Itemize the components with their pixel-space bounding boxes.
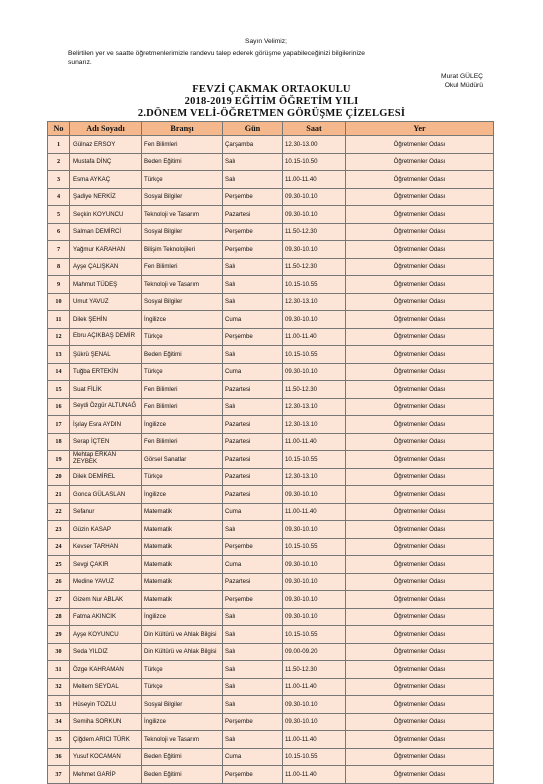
cell-place: Öğretmenler Odası [346, 223, 494, 241]
cell-place: Öğretmenler Odası [346, 661, 494, 679]
cell-day: Cuma [223, 748, 283, 766]
cell-time: 10.15-10.55 [283, 276, 346, 294]
cell-place: Öğretmenler Odası [346, 363, 494, 381]
cell-branch: Matematik [142, 521, 223, 539]
cell-place: Öğretmenler Odası [346, 381, 494, 399]
table-row [48, 276, 494, 294]
cell-name: Çiğdem ARICI TÜRK [70, 731, 142, 749]
cell-place: Öğretmenler Odası [346, 346, 494, 364]
cell-time: 10.15-10.55 [283, 626, 346, 644]
cell-day: Salı [223, 258, 283, 276]
cell-branch: Teknoloji ve Tasarım [142, 276, 223, 294]
cell-branch: Fen Bilimleri [142, 433, 223, 451]
cell-name: Mehmet GARİP [70, 766, 142, 784]
cell-time: 09.30-10.10 [283, 608, 346, 626]
cell-name: Mahmut TÜDEŞ [70, 276, 142, 294]
cell-no: 22 [48, 503, 70, 521]
cell-day: Salı [223, 521, 283, 539]
cell-branch: Beden Eğitimi [142, 748, 223, 766]
cell-branch: Beden Eğitimi [142, 346, 223, 364]
cell-name: Gonca GÜLASLAN [70, 486, 142, 504]
cell-no: 28 [48, 608, 70, 626]
cell-day: Salı [223, 608, 283, 626]
schedule-title: 2.DÖNEM VELİ-ÖĞRETMEN GÖRÜŞME ÇİZELGESİ [137, 108, 406, 119]
cell-time: 09.30-10.10 [283, 311, 346, 329]
table-row [48, 626, 494, 644]
cell-time: 11.50-12.30 [283, 661, 346, 679]
cell-no: 27 [48, 591, 70, 609]
cell-time: 09.30-10.10 [283, 206, 346, 224]
cell-time: 12.30-13.10 [283, 468, 346, 486]
cell-branch: Sosyal Bilgiler [142, 223, 223, 241]
cell-no: 6 [48, 223, 70, 241]
cell-no: 18 [48, 433, 70, 451]
cell-no: 33 [48, 696, 70, 714]
cell-no: 14 [48, 363, 70, 381]
cell-place: Öğretmenler Odası [346, 748, 494, 766]
cell-no: 20 [48, 468, 70, 486]
table-row [48, 258, 494, 276]
column-header-name: Adı Soyadı [70, 122, 142, 136]
cell-day: Salı [223, 398, 283, 416]
cell-name: Gülnaz ERSOY [70, 136, 142, 154]
cell-branch: Beden Eğitimi [142, 153, 223, 171]
cell-day: Salı [223, 276, 283, 294]
cell-branch: Matematik [142, 538, 223, 556]
cell-no: 31 [48, 661, 70, 679]
cell-branch: İngilizce [142, 486, 223, 504]
cell-place: Öğretmenler Odası [346, 206, 494, 224]
column-header-place: Yer [346, 122, 494, 136]
cell-day: Cuma [223, 503, 283, 521]
table-row [48, 398, 494, 416]
cell-place: Öğretmenler Odası [346, 713, 494, 731]
table-row [48, 346, 494, 364]
cell-time: 11.50-12.30 [283, 223, 346, 241]
cell-time: 10.15-10.55 [283, 538, 346, 556]
cell-place: Öğretmenler Odası [346, 188, 494, 206]
intro-text-line-2: sunarız. [68, 59, 92, 66]
cell-day: Pazartesi [223, 416, 283, 434]
cell-name: Mustafa DİNÇ [70, 153, 142, 171]
cell-name: Suat FİLİK [70, 381, 142, 399]
cell-name: Esma AYKAÇ [70, 171, 142, 189]
cell-no: 34 [48, 713, 70, 731]
table-row [48, 223, 494, 241]
cell-no: 7 [48, 241, 70, 259]
cell-time: 09.30-10.10 [283, 713, 346, 731]
cell-no: 36 [48, 748, 70, 766]
cell-place: Öğretmenler Odası [346, 451, 494, 469]
table-row [48, 416, 494, 434]
cell-time: 12.30-13.00 [283, 136, 346, 154]
cell-time: 11.00-11.40 [283, 503, 346, 521]
cell-no: 37 [48, 766, 70, 784]
cell-time: 09.30-10.10 [283, 188, 346, 206]
cell-branch: Fen Bilimleri [142, 136, 223, 154]
cell-name: Tuğba ERTEKİN [70, 363, 142, 381]
table-row [48, 643, 494, 661]
cell-day: Pazartesi [223, 468, 283, 486]
cell-day: Pazartesi [223, 433, 283, 451]
cell-branch: Türkçe [142, 328, 223, 346]
intro-text-line-1: Belirtilen yer ve saatte öğretmenlerimizle randevu talep ederek görüşme yapabileceğinizi bilgilerinize [68, 50, 366, 57]
cell-place: Öğretmenler Odası [346, 573, 494, 591]
cell-time: 11.50-12.30 [283, 258, 346, 276]
greeting-text: Sayın Velimiz; [245, 38, 287, 45]
cell-no: 26 [48, 573, 70, 591]
cell-branch: Matematik [142, 556, 223, 574]
cell-day: Cuma [223, 311, 283, 329]
cell-no: 17 [48, 416, 70, 434]
cell-time: 09.30-10.10 [283, 696, 346, 714]
column-header-time: Saat [283, 122, 346, 136]
cell-time: 09.30-10.10 [283, 486, 346, 504]
cell-name: Kevser TARHAN [70, 538, 142, 556]
cell-no: 16 [48, 398, 70, 416]
cell-day: Pazartesi [223, 573, 283, 591]
table-row [48, 678, 494, 696]
cell-branch: İngilizce [142, 416, 223, 434]
cell-name: Ayşe ÇALIŞKAN [70, 258, 142, 276]
cell-no: 10 [48, 293, 70, 311]
cell-name: Serap İÇTEN [70, 433, 142, 451]
cell-place: Öğretmenler Odası [346, 696, 494, 714]
cell-place: Öğretmenler Odası [346, 311, 494, 329]
cell-no: 2 [48, 153, 70, 171]
cell-branch: Sosyal Bilgiler [142, 188, 223, 206]
cell-branch: Türkçe [142, 678, 223, 696]
column-header-no: No [48, 122, 70, 136]
cell-branch: İngilizce [142, 608, 223, 626]
cell-time: 11.00-11.40 [283, 766, 346, 784]
cell-time: 09.30-10.10 [283, 363, 346, 381]
table-row [48, 731, 494, 749]
cell-name: Seydi Özgür ALTUNAĞ [70, 398, 142, 416]
table-row [48, 713, 494, 731]
cell-name: Umut YAVUZ [70, 293, 142, 311]
cell-day: Cuma [223, 556, 283, 574]
cell-place: Öğretmenler Odası [346, 731, 494, 749]
cell-no: 30 [48, 643, 70, 661]
cell-place: Öğretmenler Odası [346, 153, 494, 171]
cell-branch: Sosyal Bilgiler [142, 696, 223, 714]
cell-no: 11 [48, 311, 70, 329]
table-row [48, 433, 494, 451]
cell-time: 11.00-11.40 [283, 678, 346, 696]
cell-branch: Teknoloji ve Tasarım [142, 731, 223, 749]
cell-time: 10.15-10.55 [283, 346, 346, 364]
cell-place: Öğretmenler Odası [346, 293, 494, 311]
cell-name: Dilek ŞEHİN [70, 311, 142, 329]
table-row [48, 608, 494, 626]
cell-name: Yağmur KARAHAN [70, 241, 142, 259]
meeting-schedule-table [47, 121, 494, 784]
cell-day: Perşembe [223, 538, 283, 556]
cell-day: Perşembe [223, 713, 283, 731]
cell-time: 11.00-11.40 [283, 171, 346, 189]
cell-name: Şükrü ŞENAL [70, 346, 142, 364]
table-row [48, 748, 494, 766]
cell-place: Öğretmenler Odası [346, 521, 494, 539]
academic-year-title: 2018-2019 EĞİTİM ÖĞRETİM YILI [184, 96, 359, 107]
cell-branch: Din Kültürü ve Ahlak Bilgisi [142, 626, 223, 644]
cell-no: 23 [48, 521, 70, 539]
cell-day: Perşembe [223, 223, 283, 241]
cell-place: Öğretmenler Odası [346, 258, 494, 276]
cell-name: Medine YAVUZ [70, 573, 142, 591]
cell-place: Öğretmenler Odası [346, 468, 494, 486]
school-title: FEVZİ ÇAKMAK ORTAOKULU [192, 84, 351, 95]
cell-branch: Fen Bilimleri [142, 381, 223, 399]
table-row [48, 188, 494, 206]
table-row [48, 136, 494, 154]
cell-day: Pazartesi [223, 381, 283, 399]
cell-name: Yusuf KOCAMAN [70, 748, 142, 766]
cell-branch: İngilizce [142, 311, 223, 329]
cell-place: Öğretmenler Odası [346, 276, 494, 294]
table-row [48, 206, 494, 224]
cell-place: Öğretmenler Odası [346, 503, 494, 521]
cell-place: Öğretmenler Odası [346, 591, 494, 609]
table-row [48, 311, 494, 329]
cell-day: Salı [223, 626, 283, 644]
table-row [48, 451, 494, 469]
cell-branch: Türkçe [142, 171, 223, 189]
cell-no: 5 [48, 206, 70, 224]
cell-time: 11.00-11.40 [283, 328, 346, 346]
cell-day: Salı [223, 678, 283, 696]
cell-place: Öğretmenler Odası [346, 241, 494, 259]
cell-day: Salı [223, 696, 283, 714]
cell-day: Salı [223, 171, 283, 189]
cell-day: Salı [223, 346, 283, 364]
cell-branch: Matematik [142, 573, 223, 591]
cell-time: 11.50-12.30 [283, 381, 346, 399]
cell-name: Seçkin KOYUNCU [70, 206, 142, 224]
table-row [48, 381, 494, 399]
cell-time: 10.15-10.50 [283, 153, 346, 171]
table-row [48, 573, 494, 591]
cell-day: Salı [223, 731, 283, 749]
cell-time: 12.30-13.10 [283, 416, 346, 434]
cell-no: 4 [48, 188, 70, 206]
cell-branch: Görsel Sanatlar [142, 451, 223, 469]
cell-day: Pazartesi [223, 451, 283, 469]
cell-place: Öğretmenler Odası [346, 328, 494, 346]
cell-day: Pazartesi [223, 206, 283, 224]
cell-no: 15 [48, 381, 70, 399]
cell-no: 1 [48, 136, 70, 154]
cell-name: Ebru AÇIKBAŞ DEMİR [70, 328, 142, 346]
cell-name: Salman DEMİRCİ [70, 223, 142, 241]
cell-name: Mehtap ERKAN ZEYBEK [70, 451, 142, 469]
cell-no: 35 [48, 731, 70, 749]
cell-no: 29 [48, 626, 70, 644]
cell-no: 13 [48, 346, 70, 364]
cell-name: Sefanur [70, 503, 142, 521]
table-row [48, 153, 494, 171]
table-row [48, 363, 494, 381]
cell-day: Salı [223, 153, 283, 171]
cell-name: Fatma AKINCIK [70, 608, 142, 626]
cell-branch: Türkçe [142, 363, 223, 381]
cell-day: Perşembe [223, 241, 283, 259]
cell-name: Semiha SORKUN [70, 713, 142, 731]
cell-branch: Fen Bilimleri [142, 258, 223, 276]
cell-branch: Matematik [142, 591, 223, 609]
cell-place: Öğretmenler Odası [346, 643, 494, 661]
table-row [48, 556, 494, 574]
cell-name: Gizem Nur ABLAK [70, 591, 142, 609]
cell-name: Ayşe KOYUNCU [70, 626, 142, 644]
cell-place: Öğretmenler Odası [346, 486, 494, 504]
table-row [48, 468, 494, 486]
cell-no: 8 [48, 258, 70, 276]
cell-branch: Türkçe [142, 468, 223, 486]
cell-place: Öğretmenler Odası [346, 171, 494, 189]
cell-day: Perşembe [223, 328, 283, 346]
cell-place: Öğretmenler Odası [346, 678, 494, 696]
table-row [48, 171, 494, 189]
cell-time: 09.30-10.10 [283, 556, 346, 574]
cell-no: 3 [48, 171, 70, 189]
table-row [48, 521, 494, 539]
cell-place: Öğretmenler Odası [346, 416, 494, 434]
cell-place: Öğretmenler Odası [346, 398, 494, 416]
cell-name: Özge KAHRAMAN [70, 661, 142, 679]
cell-name: Meltem SEYDAL [70, 678, 142, 696]
cell-place: Öğretmenler Odası [346, 766, 494, 784]
cell-time: 10.15-10.55 [283, 748, 346, 766]
cell-time: 12.30-13.10 [283, 398, 346, 416]
cell-time: 09.30-10.10 [283, 521, 346, 539]
cell-day: Perşembe [223, 766, 283, 784]
cell-name: Seda YILDIZ [70, 643, 142, 661]
cell-day: Perşembe [223, 188, 283, 206]
table-header-row [48, 122, 494, 136]
cell-time: 09.30-10.10 [283, 573, 346, 591]
cell-day: Salı [223, 643, 283, 661]
cell-place: Öğretmenler Odası [346, 136, 494, 154]
table-row [48, 328, 494, 346]
cell-day: Çarşamba [223, 136, 283, 154]
cell-branch: Bilişim Teknolojileri [142, 241, 223, 259]
cell-place: Öğretmenler Odası [346, 556, 494, 574]
column-header-day: Gün [223, 122, 283, 136]
cell-name: İşılay Esra AYDIN [70, 416, 142, 434]
cell-no: 25 [48, 556, 70, 574]
cell-time: 11.00-11.40 [283, 731, 346, 749]
cell-time: 12.30-13.10 [283, 293, 346, 311]
cell-time: 09.30-10.10 [283, 241, 346, 259]
cell-day: Pazartesi [223, 486, 283, 504]
cell-branch: Türkçe [142, 661, 223, 679]
cell-time: 10.15-10.55 [283, 451, 346, 469]
cell-no: 21 [48, 486, 70, 504]
cell-branch: Din Kültürü ve Ahlak Bilgisi [142, 643, 223, 661]
cell-branch: Sosyal Bilgiler [142, 293, 223, 311]
cell-time: 09.30-10.10 [283, 591, 346, 609]
cell-place: Öğretmenler Odası [346, 626, 494, 644]
cell-time: 09.00-09.20 [283, 643, 346, 661]
cell-place: Öğretmenler Odası [346, 433, 494, 451]
cell-no: 32 [48, 678, 70, 696]
cell-branch: İngilizce [142, 713, 223, 731]
cell-no: 12 [48, 328, 70, 346]
cell-time: 11.00-11.40 [283, 433, 346, 451]
cell-name: Hüseyin TOZLU [70, 696, 142, 714]
table-row [48, 591, 494, 609]
table-row [48, 538, 494, 556]
cell-branch: Matematik [142, 503, 223, 521]
table-row [48, 503, 494, 521]
table-row [48, 661, 494, 679]
cell-day: Salı [223, 293, 283, 311]
table-row [48, 486, 494, 504]
cell-branch: Teknoloji ve Tasarım [142, 206, 223, 224]
table-row [48, 241, 494, 259]
cell-no: 24 [48, 538, 70, 556]
cell-place: Öğretmenler Odası [346, 608, 494, 626]
table-row [48, 696, 494, 714]
cell-day: Perşembe [223, 591, 283, 609]
cell-day: Cuma [223, 363, 283, 381]
cell-name: Güzin KASAP [70, 521, 142, 539]
cell-no: 9 [48, 276, 70, 294]
cell-name: Sevgi ÇAKIR [70, 556, 142, 574]
cell-no: 19 [48, 451, 70, 469]
signature-title: Okul Müdürü [444, 82, 483, 89]
cell-branch: Fen Bilimleri [142, 398, 223, 416]
cell-day: Salı [223, 661, 283, 679]
table-row [48, 293, 494, 311]
cell-branch: Beden Eğitimi [142, 766, 223, 784]
cell-name: Şadiye NERKİZ [70, 188, 142, 206]
column-header-branch: Branşı [142, 122, 223, 136]
table-row [48, 766, 494, 784]
cell-name: Dilek DEMİREL [70, 468, 142, 486]
cell-place: Öğretmenler Odası [346, 538, 494, 556]
signature-name: Murat GÜLEÇ [441, 73, 483, 80]
